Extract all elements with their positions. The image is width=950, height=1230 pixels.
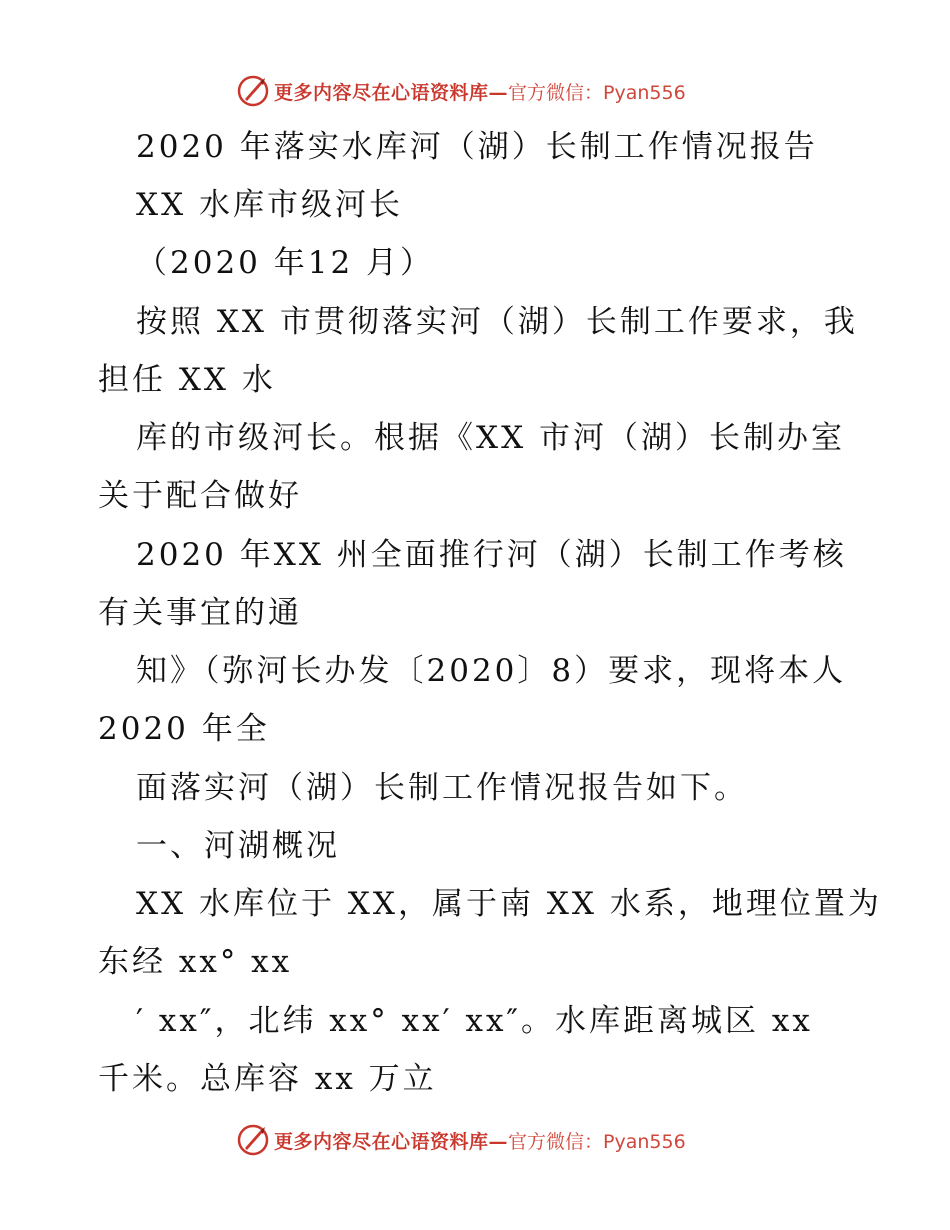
text-line: 担任 XX 水 (98, 362, 276, 398)
text-line: 有关事宜的通 (98, 595, 302, 631)
text-line: 面落实河（湖）长制工作情况报告如下。 (136, 770, 748, 806)
text-line: 2020 年全 (98, 711, 270, 747)
watermark-footer (236, 1123, 686, 1157)
watermark-contact: 官方微信：Pyan556 (508, 1130, 686, 1153)
document-author: XX 水库市级河长 (136, 187, 403, 223)
section-heading: 一、河湖概况 (136, 828, 340, 864)
text-line: 库的市级河长。根据《XX 市河（湖）长制办室 (136, 420, 845, 456)
watermark-text: 更多内容尽在心语资料库— (274, 1130, 509, 1153)
text-line: 关于配合做好 (98, 478, 302, 514)
text-line: ′ xx″，北纬 xx° xx′ xx″。水库距离城区 xx (136, 1003, 813, 1039)
text-line: 东经 xx° xx (98, 944, 293, 980)
document-date: （2020 年12 月） (136, 245, 435, 281)
quill-logo-icon (236, 1123, 270, 1157)
text-line: 知》（弥河长办发〔2020〕8）要求，现将本人 (136, 653, 847, 689)
text-line: 千米。总库容 xx 万立 (98, 1061, 437, 1097)
watermark-contact: 官方微信：Pyan556 (508, 81, 686, 104)
document-title: 2020 年落实水库河（湖）长制工作情况报告 (136, 129, 818, 165)
text-line: XX 水库位于 XX，属于南 XX 水系，地理位置为 (136, 886, 882, 922)
text-line: 2020 年XX 州全面推行河（湖）长制工作考核 (136, 537, 847, 573)
watermark-header (236, 74, 686, 108)
watermark-text: 更多内容尽在心语资料库— (274, 81, 509, 104)
text-line: 按照 XX 市贯彻落实河（湖）长制工作要求，我 (136, 304, 858, 340)
quill-logo-icon (236, 74, 270, 108)
